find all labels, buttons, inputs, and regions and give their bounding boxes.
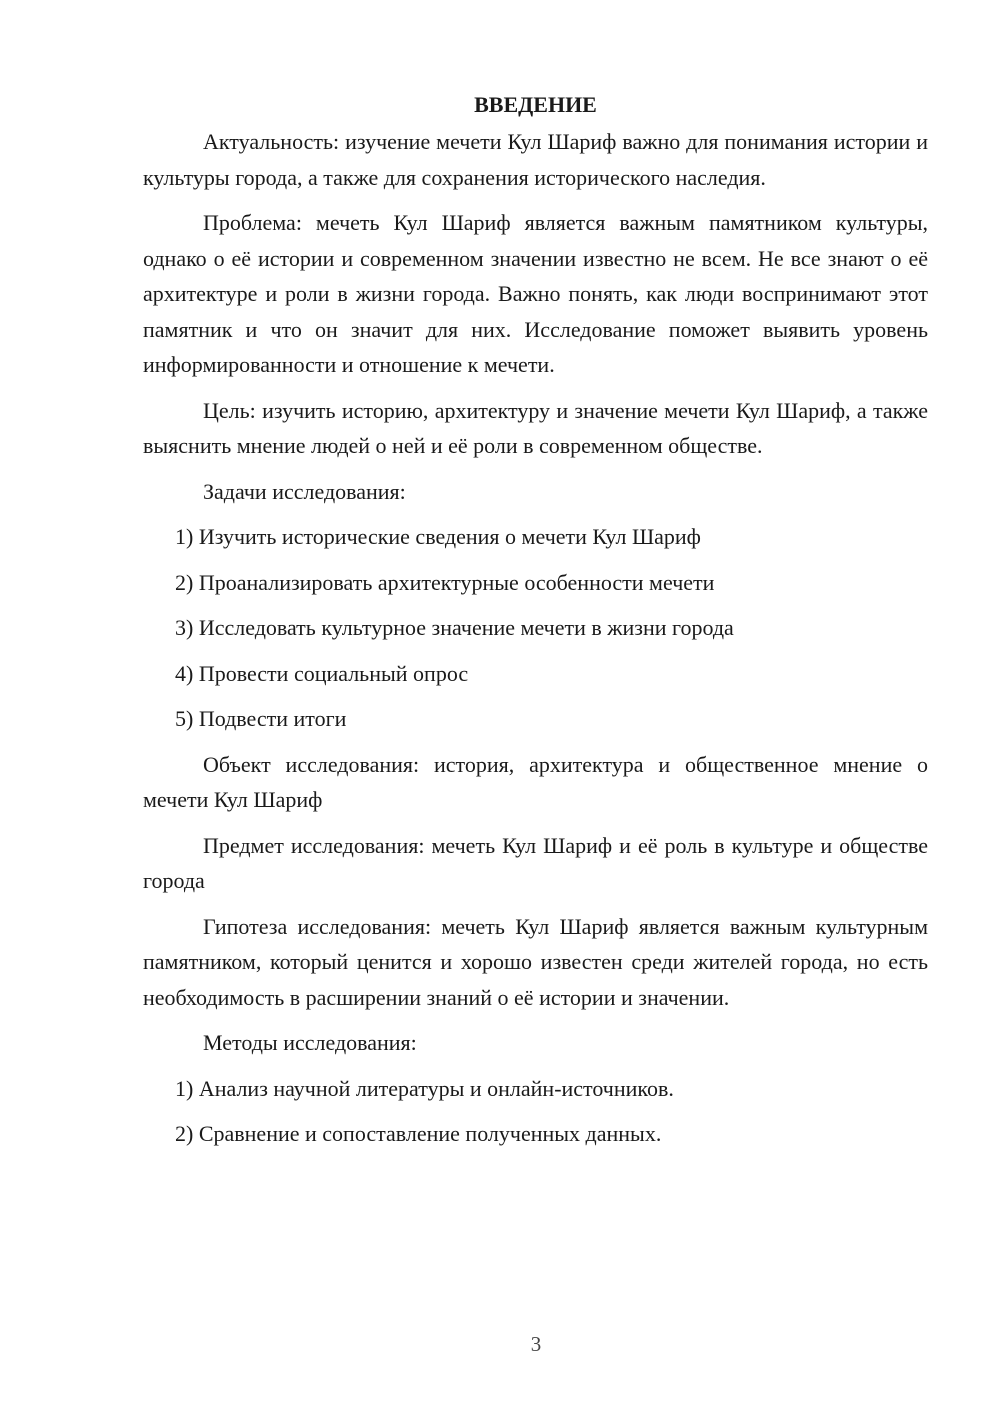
subject-paragraph: Предмет исследования: мечеть Кул Шариф и её роль в культуре и обществе города [143, 832, 928, 893]
method-item: 1) Анализ научной литературы и онлайн-источников. [175, 1075, 674, 1101]
goal-paragraph: Цель: изучить историю, архитектуру и значение мечети Кул Шариф, а также выяснить мнение людей о ней и её роли в современном обществе. [143, 397, 928, 458]
methods-heading: Методы исследования: [203, 1030, 417, 1055]
task-item: 4) Провести социальный опрос [175, 660, 469, 686]
method-item: 2) Сравнение и сопоставление полученных данных. [175, 1121, 662, 1146]
task-item: 3) Исследовать культурное значение мечети в жизни города [175, 615, 734, 640]
task-item: 1) Изучить исторические сведения о мечети Кул Шариф [175, 524, 701, 549]
document-page [143, 90, 928, 1152]
hypothesis-paragraph: Гипотеза исследования: мечеть Кул Шариф является важным культурным памятником, который ценится и хорошо известен среди жителей города, но есть необходимость в расширении знаний о её истории и значении. [143, 913, 928, 1010]
section-title: ВВЕДЕНИЕ [474, 92, 597, 117]
tasks-heading: Задачи исследования: [203, 478, 406, 504]
object-paragraph: Объект исследования: история, архитектура и общественное мнение о мечети Кул Шариф [143, 751, 928, 812]
problem-paragraph: Проблема: мечеть Кул Шариф является важным памятником культуры, однако о её истории и современном значении известно не всем. Не все знают о её архитектуре и роли в жизни города. Важно понять, как люди воспринимают этот памятник и что он значит для них. Исследование поможет выявить уровень информированности и отношение к мечети. [143, 210, 928, 377]
page-number: 3 [530, 1332, 542, 1356]
relevance-paragraph: Актуальность: изучение мечети Кул Шариф важно для понимания истории и культуры города, а также для сохранения исторического наследия. [143, 129, 928, 190]
task-item: 5) Подвести итоги [175, 706, 347, 731]
task-item: 2) Проанализировать архитектурные особенности мечети [175, 569, 715, 595]
